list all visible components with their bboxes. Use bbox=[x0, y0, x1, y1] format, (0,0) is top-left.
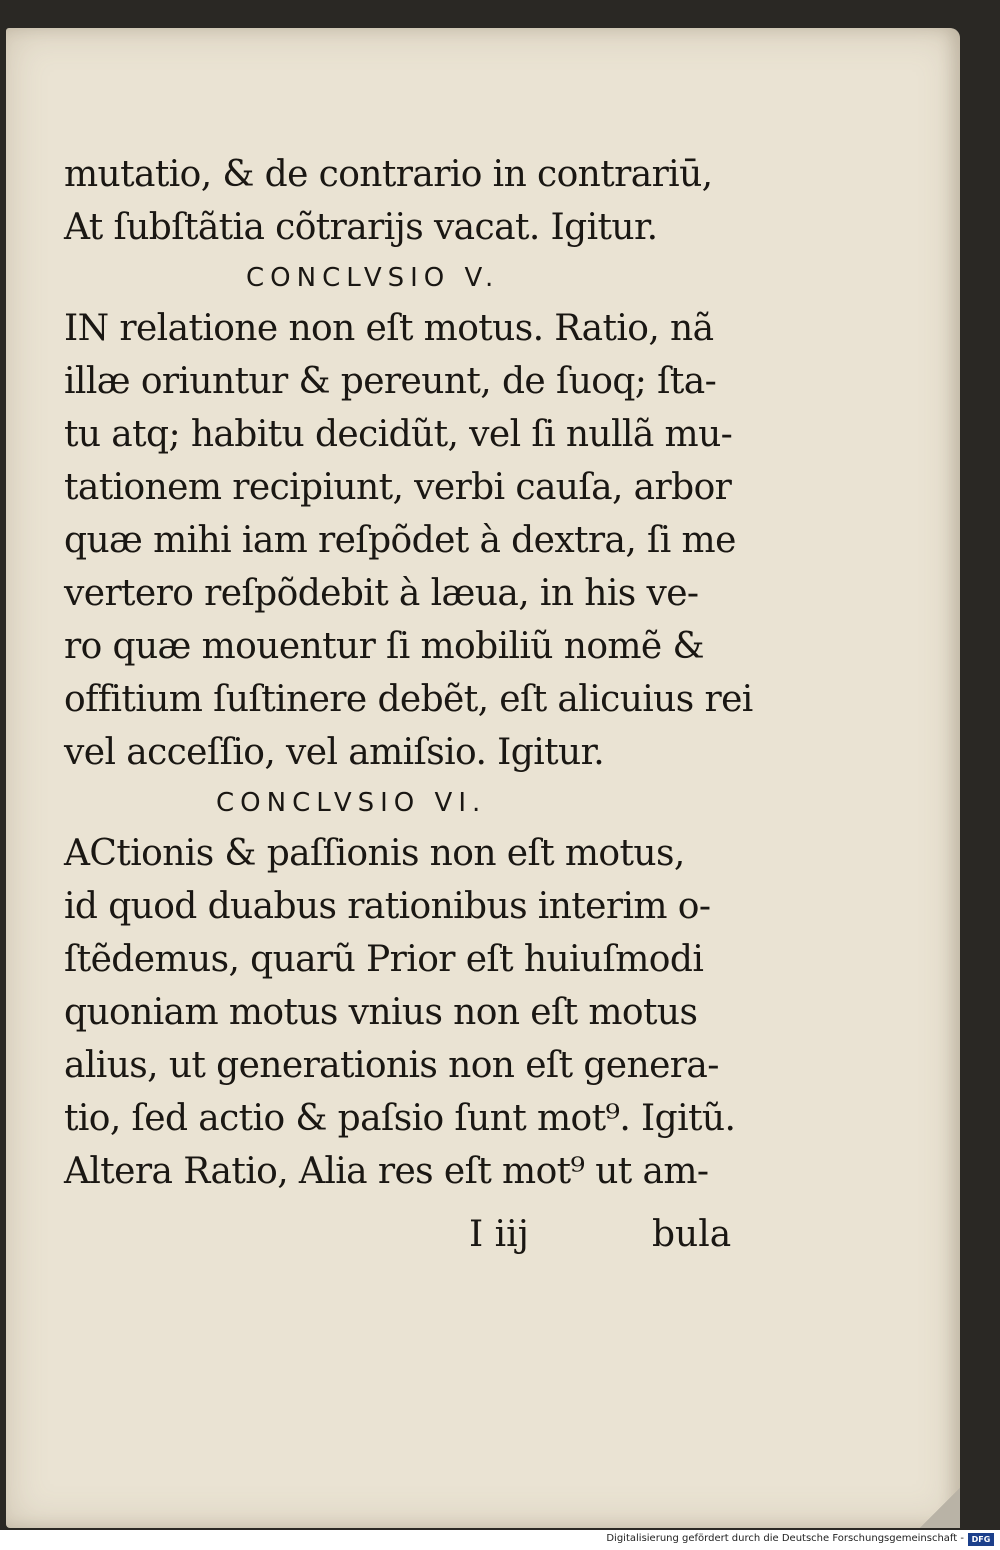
text-line: vel acceſſio, vel amiſsio. Igitur. bbox=[64, 732, 605, 773]
funding-notice: Digitalisierung gefördert durch die Deutsche Forschungsgemeinschaft - bbox=[606, 1533, 964, 1544]
text-line: ACtionis & paſſionis non eſt motus, bbox=[64, 833, 685, 874]
text-line: tationem recipiunt, verbi cauſa, arbor bbox=[64, 467, 732, 508]
text-line: offitium ſuſtinere debẽt, eſt alicuius rei bbox=[64, 679, 753, 720]
page-corner bbox=[920, 1488, 960, 1528]
text-line: mutatio, & de contrario in contrariū, bbox=[64, 154, 713, 195]
text-block bbox=[64, 148, 753, 1264]
section-heading: CONCLVSIO V. bbox=[246, 263, 500, 293]
catchword: bula bbox=[652, 1214, 732, 1255]
text-line: illæ oriuntur & pereunt, de ſuoq; ſta- bbox=[64, 361, 717, 402]
text-line: tu atq; habitu decidũt, vel ſi nullã mu- bbox=[64, 414, 733, 455]
section-heading: CONCLVSIO VI. bbox=[216, 788, 487, 818]
text-line: vertero reſpõdebit à læua, in his ve- bbox=[64, 573, 699, 614]
book-page bbox=[6, 28, 960, 1528]
dfg-logo: DFG bbox=[968, 1533, 994, 1546]
text-line: alius, ut generationis non eſt genera- bbox=[64, 1045, 719, 1086]
text-line: IN relatione non eſt motus. Ratio, nã bbox=[64, 308, 714, 349]
page-footer-line bbox=[64, 1204, 744, 1264]
text-line: ſtẽdemus, quarũ Prior eſt huiuſmodi bbox=[64, 939, 704, 980]
text-line: tio, ſed actio & paſsio ſunt mot⁹. Igitũ. bbox=[64, 1098, 736, 1139]
text-line: quæ mihi iam reſpõdet à dextra, ſi me bbox=[64, 520, 736, 561]
text-line: At ſubſtãtia cõtrarijs vacat. Igitur. bbox=[64, 207, 658, 248]
text-line: Altera Ratio, Alia res eſt mot⁹ ut am- bbox=[64, 1151, 709, 1192]
text-line: ro quæ mouentur ſi mobiliũ nomẽ & bbox=[64, 626, 704, 667]
signature-mark: I iij bbox=[469, 1214, 529, 1255]
text-line: id quod duabus rationibus interim o- bbox=[64, 886, 711, 927]
text-line: quoniam motus vnius non eſt motus bbox=[64, 992, 698, 1033]
